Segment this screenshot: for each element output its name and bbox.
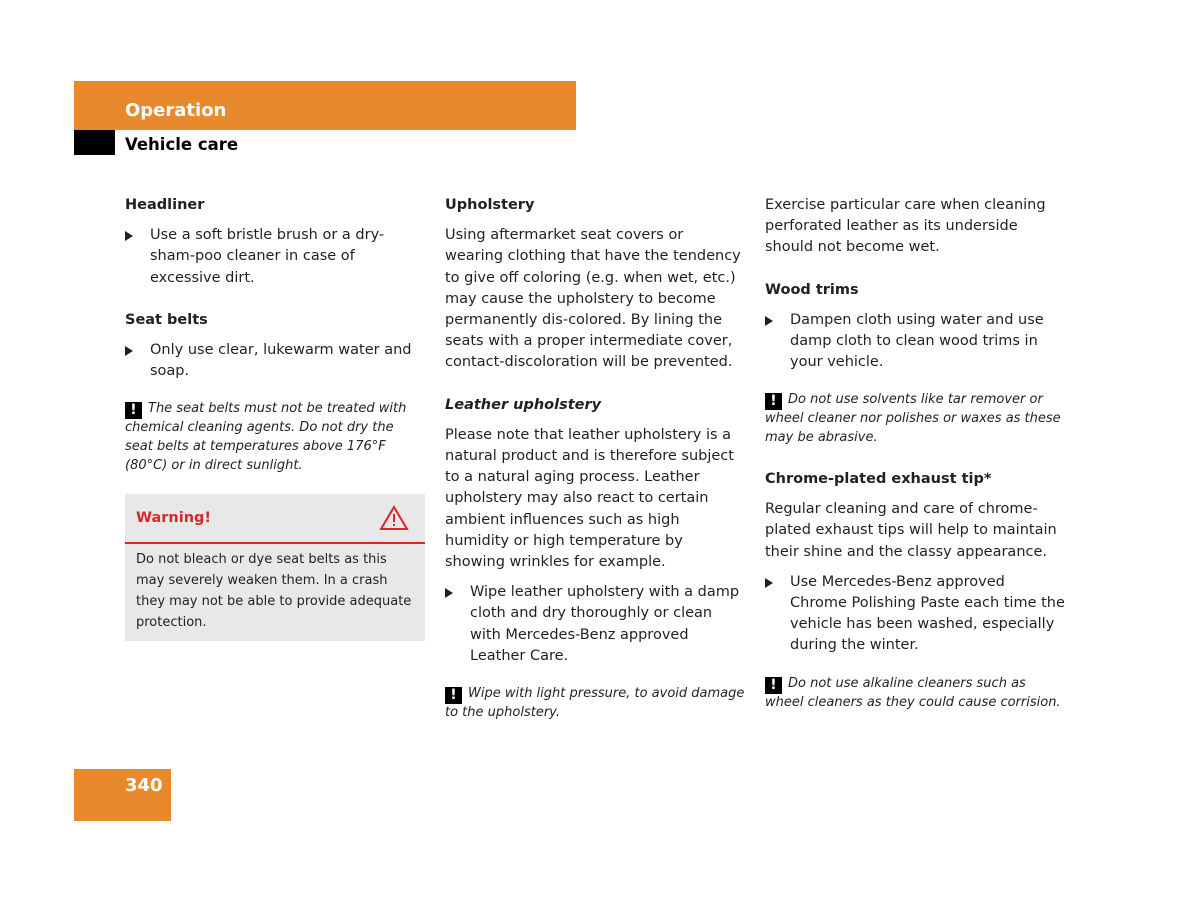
column-2 [445,195,745,732]
upholstery-paragraph: Using aftermarket seat covers or wearing clothing that have the tendency to give off coloring (e.g. when wet, etc.) may cause the upholstery to become permanently dis-colored. By lining the seats with a proper intermediate cover, contact-discoloration will be prevented. [445,227,741,371]
chrome-exhaust-heading: Chrome-plated exhaust tip* [765,471,992,488]
warning-text: Do not bleach or dye seat belts as this may severely weaken them. In a crash they may not be able to provide adequate protection. [136,551,412,630]
seatbelts-heading: Seat belts [125,311,208,328]
chrome-exhaust-paragraph: Regular cleaning and care of chrome-plated exhaust tips will help to maintain their shine and the classy appearance. [765,501,1057,560]
triangle-bullet-icon [445,588,453,598]
warning-label: Warning! [136,509,212,526]
seatbelts-instruction [125,340,425,382]
headliner-heading: Headliner [125,197,205,213]
headliner-instruction-text: Use a soft bristle brush or a dry-sham-poo cleaner in case of excessive dirt. [150,227,385,286]
subsection-title: Vehicle care [125,135,239,154]
exclamation-icon: ! [765,677,782,694]
seatbelts-caution-note [125,400,425,475]
headliner-instruction [125,225,425,289]
perforated-leather-paragraph: Exercise particular care when cleaning perforated leather as its underside should not become wet. [765,197,1046,256]
warning-box [125,494,425,641]
exclamation-icon: ! [125,402,142,419]
exclamation-icon: ! [445,687,462,704]
chrome-exhaust-instruction [765,572,1065,657]
warning-header [125,494,425,544]
chrome-exhaust-instruction-text: Use Mercedes-Benz approved Chrome Polishing Paste each time the vehicle has been washed, especially during the winter. [790,573,1065,654]
warning-triangle-icon [379,505,409,535]
triangle-bullet-icon [125,231,133,241]
column-1 [125,195,425,641]
wood-trims-instruction-text: Dampen cloth using water and use damp cloth to clean wood trims in your vehicle. [790,311,1044,371]
column-3 [765,195,1065,721]
leather-caution-note [445,685,745,723]
seatbelts-instruction-text: Only use clear, lukewarm water and soap. [150,342,412,380]
triangle-bullet-icon [765,316,773,326]
exclamation-icon: ! [765,393,782,410]
page-number: 340 [125,775,163,796]
subsection-marker [74,130,115,155]
wood-caution-note [765,391,1065,448]
seatbelts-caution-text: The seat belts must not be treated with chemical cleaning agents. Do not dry the seat belts at temperatures above 176°F (80°C) or in direct sunlight. [125,401,407,474]
leather-paragraph: Please note that leather upholstery is a natural product and is therefore subject to a natural aging process. Leather upholstery may also react to certain ambient influences such as high humidity or high temperature by showing wrinkles for example. [445,426,734,571]
wood-caution-text: Do not use solvents like tar remover or wheel cleaner nor polishes or waxes as these may be abrasive. [765,392,1061,446]
section-title: Operation [125,100,227,121]
leather-heading: Leather upholstery [445,396,602,413]
leather-instruction-text: Wipe leather upholstery with a damp cloth and dry thoroughly or clean with Mercedes-Benz approved Leather Care. [470,584,740,664]
wood-trims-heading: Wood trims [765,281,859,298]
chrome-caution-note [765,675,1065,713]
upholstery-heading: Upholstery [445,197,535,213]
leather-caution-text: Wipe with light pressure, to avoid damage to the upholstery. [445,686,745,721]
triangle-bullet-icon [125,346,133,356]
leather-instruction [445,582,745,667]
wood-trims-instruction [765,310,1065,374]
triangle-bullet-icon [765,578,773,588]
chrome-caution-text: Do not use alkaline cleaners such as wheel cleaners as they could cause corrision. [765,675,1061,710]
